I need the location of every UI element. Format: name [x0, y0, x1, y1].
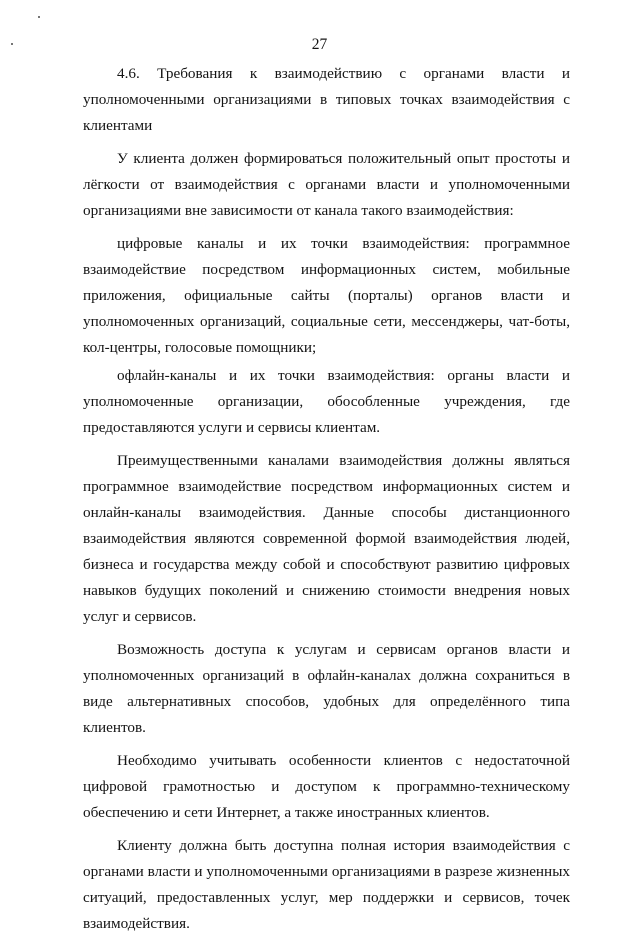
body-text [83, 61, 570, 944]
section-heading: 4.6. Требования к взаимодействию с органами власти и уполномоченными организациями в типовых точках взаимодействия с клиентами [83, 65, 570, 134]
paragraph: У клиента должен формироваться положительный опыт простоты и лёгкости от взаимодействия с органами власти и уполномоченными организациями вне зависимости от канала такого взаимодействия: [83, 149, 570, 219]
scan-speck [38, 16, 40, 18]
paragraph: Преимущественными каналами взаимодействия должны являться программное взаимодействие посредством информационных систем и онлайн-каналы взаимодействия. Данные способы дистанционного взаимодействия являются современной формой взаимодействия людей, бизнеса и государства между собой и способствуют развитию цифровых навыков будущих поколений и снижению стоимости внедрения новых услуг и сервисов. [83, 452, 570, 626]
list-item-offline-channels: офлайн-каналы и их точки взаимодействия: органы власти и уполномоченные организации, обособленные учреждения, где предоставляются услуги и сервисы клиентам. [83, 367, 570, 437]
paragraph: Необходимо учитывать особенности клиентов с недостаточной цифровой грамотностью и доступом к программно-техническому обеспечению и сети Интернет, а также иностранных клиентов. [83, 751, 570, 821]
list-item-digital-channels: цифровые каналы и их точки взаимодействия: программное взаимодействие посредством информационных систем, мобильные приложения, официальные сайты (порталы) органов власти и уполномоченных организаций, социальные сети, мессенджеры, чат-боты, кол-центры, голосовые помощники; [83, 234, 570, 356]
page-number: 27 [311, 36, 328, 53]
paragraph: Клиенту должна быть доступна полная история взаимодействия с органами власти и уполномоченными организациями в разрезе жизненных ситуаций, предоставленных услуг, мер поддержки и сервисов, точек взаимодействия. [83, 836, 570, 932]
paragraph: Возможность доступа к услугам и сервисам органов власти и уполномоченных организаций в офлайн-каналах должна сохраниться в виде альтернативных способов, удобных для определённого типа клиентов. [83, 641, 570, 736]
